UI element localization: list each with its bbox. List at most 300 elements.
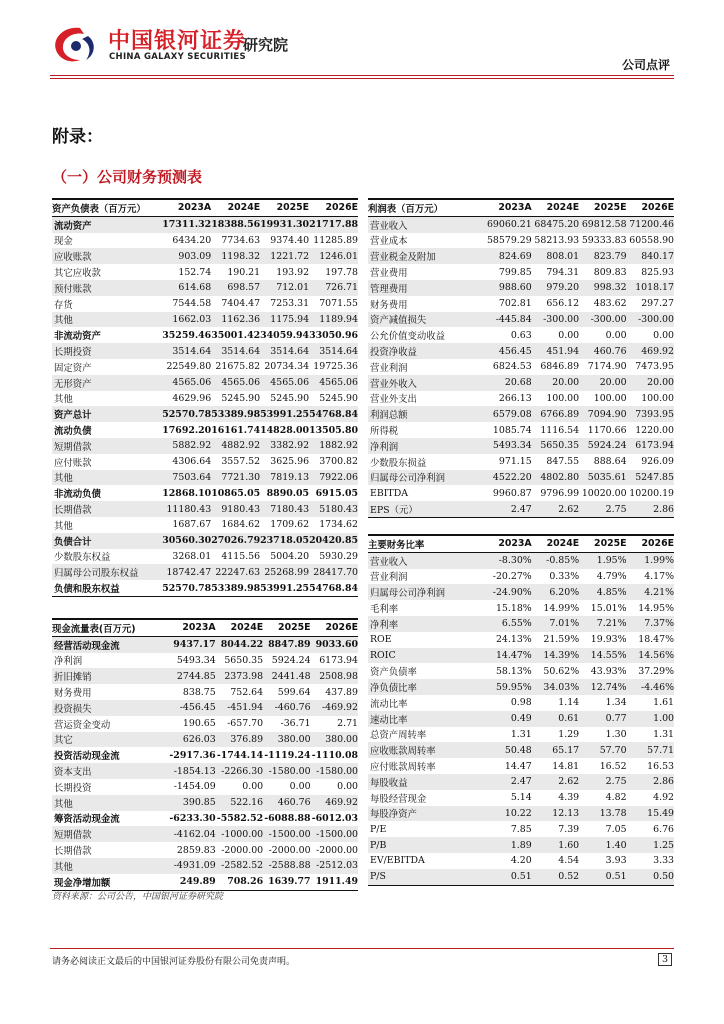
table-row xyxy=(368,280,674,296)
cell-value: 10200.19 xyxy=(629,487,674,499)
cell-value: 4565.06 xyxy=(260,375,309,391)
cell-value: 50.48 xyxy=(484,742,531,758)
financial-ratios-table xyxy=(368,534,674,886)
cell-value: 979.20 xyxy=(532,280,579,296)
cell-value: 5245.90 xyxy=(270,392,310,404)
row-label: 固定资产 xyxy=(54,362,92,374)
table-row xyxy=(368,264,674,280)
cell-value: -2000.00 xyxy=(316,844,358,856)
cell-value: 7393.95 xyxy=(627,406,674,422)
header-divider-thin xyxy=(50,78,674,79)
cell-value: 5930.29 xyxy=(319,550,358,562)
cell-value: 626.03 xyxy=(168,732,215,748)
cell-value: 971.15 xyxy=(498,456,532,468)
cell-value: 57.71 xyxy=(627,742,674,758)
cell-value: 17311.32 xyxy=(162,216,211,232)
cell-value: 5245.90 xyxy=(319,392,358,404)
cell-value: 4882.92 xyxy=(211,438,260,454)
cell-value: -1500.00 xyxy=(311,826,358,842)
cell-value: 30560.30 xyxy=(162,533,211,549)
cell-value: 16161.74 xyxy=(211,424,261,436)
cell-value: 15.01% xyxy=(590,602,627,614)
cell-value: 14.99% xyxy=(543,602,580,614)
cell-value: 34059.94 xyxy=(260,329,310,341)
cell-value: 0.51 xyxy=(484,869,531,885)
cell-value: 4.82 xyxy=(605,792,627,804)
table-row xyxy=(52,564,358,580)
cell-value: 6173.94 xyxy=(319,654,358,666)
table-row xyxy=(368,742,674,758)
table-row xyxy=(52,264,358,280)
row-label: 长期投资 xyxy=(52,343,162,359)
cell-value: 1687.67 xyxy=(172,519,212,531)
table-row xyxy=(368,312,674,328)
table-row xyxy=(368,470,674,486)
cell-value: 12868.10 xyxy=(162,487,212,499)
year-header: 2026E xyxy=(311,619,358,636)
cell-value: 3514.64 xyxy=(211,343,260,359)
cell-value: 7094.90 xyxy=(579,406,626,422)
cell-value: 100.00 xyxy=(641,392,674,404)
cell-value: 16.53 xyxy=(647,760,674,772)
table-row xyxy=(52,312,358,328)
year-header: 2023A xyxy=(162,199,211,216)
cell-value: 3625.96 xyxy=(270,456,310,468)
table-row xyxy=(52,842,358,858)
cell-value: -1000.00 xyxy=(216,826,263,842)
cell-value: 4.39 xyxy=(558,792,580,804)
table-title: 资产负债表（百万元） xyxy=(52,199,162,216)
row-label: 管理费用 xyxy=(368,280,484,296)
row-label: 每股收益 xyxy=(368,774,484,790)
row-label: 经营活动现金流 xyxy=(52,636,168,652)
table-row xyxy=(368,758,674,774)
cell-value: 53991.25 xyxy=(260,406,309,422)
row-label: 其他 xyxy=(54,520,73,532)
cell-value: 1.00 xyxy=(627,711,674,727)
cell-value: 52570.78 xyxy=(162,406,211,422)
table-row xyxy=(368,552,674,568)
cell-value: 460.76 xyxy=(263,795,310,811)
cell-value: 7.01% xyxy=(532,616,579,632)
row-label: 非流动负债 xyxy=(54,489,101,501)
row-label: EV/EBITDA xyxy=(370,855,425,867)
cell-value: 9180.43 xyxy=(211,501,260,517)
year-header: 2025E xyxy=(579,535,626,552)
institute-name: 研究院 xyxy=(243,36,289,54)
cell-value: 69812.58 xyxy=(579,216,626,232)
cell-value: 297.27 xyxy=(641,298,674,310)
table-header-row xyxy=(52,619,358,636)
row-label: 现金净增加额 xyxy=(52,874,168,890)
cell-value: 71200.46 xyxy=(627,216,674,232)
cell-value: 13505.80 xyxy=(309,424,358,436)
cell-value: 10865.05 xyxy=(211,487,261,499)
row-label: 资产负债率 xyxy=(370,667,417,679)
table-row xyxy=(368,648,674,664)
page-number: 3 xyxy=(658,953,672,966)
cell-value: 4565.06 xyxy=(162,375,211,391)
cell-value: 58213.93 xyxy=(534,234,580,246)
cell-value: 18.47% xyxy=(638,634,674,646)
table-row xyxy=(52,501,358,517)
table-row xyxy=(368,600,674,616)
cell-value: 3382.92 xyxy=(260,438,309,454)
table-row xyxy=(52,391,358,407)
table-row xyxy=(52,874,358,890)
table-row xyxy=(368,790,674,806)
cell-value: -1110.08 xyxy=(311,749,358,761)
row-label: ROE xyxy=(370,634,392,646)
cell-value: 9437.17 xyxy=(168,636,215,652)
cell-value: 0.98 xyxy=(510,697,532,709)
table-row xyxy=(52,747,358,763)
table-row xyxy=(52,826,358,842)
cell-value: 2.62 xyxy=(532,774,579,790)
cell-value: 7721.30 xyxy=(211,470,260,486)
cell-value: 825.93 xyxy=(641,266,674,278)
table-row xyxy=(368,327,674,343)
cell-value: 10020.00 xyxy=(581,487,627,499)
row-label: 应收账款 xyxy=(52,248,162,264)
cell-value: 59.95% xyxy=(484,679,531,695)
table-row xyxy=(368,296,674,312)
cell-value: 1684.62 xyxy=(221,519,261,531)
cell-value: 799.85 xyxy=(498,266,532,278)
cell-value: 1.30 xyxy=(605,728,627,740)
cell-value: 1.99% xyxy=(627,552,674,568)
cell-value: 12.74% xyxy=(579,679,626,695)
data-source-note: 资料来源：公司公告，中国银河证券研究院 xyxy=(52,892,224,902)
cell-value: 3.33 xyxy=(653,855,674,867)
row-label: 财务费用 xyxy=(54,688,92,700)
row-label: 短期借款 xyxy=(52,826,168,842)
cell-value: 7071.55 xyxy=(319,298,358,310)
row-label: 投资净收益 xyxy=(368,343,484,359)
cell-value: 4802.80 xyxy=(532,470,579,486)
cell-value: 5650.35 xyxy=(532,438,579,454)
cell-value: 1085.74 xyxy=(492,424,532,436)
cell-value: 3268.01 xyxy=(172,550,212,562)
cell-value: 847.55 xyxy=(546,456,580,468)
cell-value: 0.00 xyxy=(289,781,311,793)
cell-value: 1882.92 xyxy=(309,438,358,454)
row-label: 营业收入 xyxy=(368,216,484,232)
cell-value: 1.31 xyxy=(653,728,674,740)
cell-value: 21717.88 xyxy=(309,216,358,232)
cell-value: 4115.56 xyxy=(221,550,261,562)
row-label: 总资产周转率 xyxy=(370,730,427,742)
cell-value: 1220.00 xyxy=(635,424,674,436)
row-label: 每股经营现金 xyxy=(370,793,427,805)
cell-value: 1.89 xyxy=(484,837,531,853)
cell-value: 7473.95 xyxy=(635,361,674,373)
cell-value: 4.54 xyxy=(558,855,580,867)
cell-value: -1854.13 xyxy=(168,763,215,779)
table-header-row xyxy=(368,535,674,552)
cell-value: 712.01 xyxy=(260,280,309,296)
cell-value: 19.93% xyxy=(590,634,627,646)
cell-value: 0.77 xyxy=(579,711,626,727)
row-label: 营业税金及附加 xyxy=(368,248,484,264)
cell-value: 1162.36 xyxy=(211,312,260,328)
cell-value: 6173.94 xyxy=(627,438,674,454)
cell-value: 19931.30 xyxy=(260,216,309,232)
cell-value: 0.00 xyxy=(558,329,580,341)
cell-value: 34.03% xyxy=(532,679,579,695)
row-label: 流动比率 xyxy=(370,698,408,710)
year-header: 2025E xyxy=(263,619,310,636)
table-row xyxy=(368,454,674,470)
cell-value: 5180.43 xyxy=(309,501,358,517)
row-label: 净利润 xyxy=(54,656,83,668)
row-label: 营业成本 xyxy=(370,236,408,248)
table-row xyxy=(368,727,674,743)
table-title: 主要财务比率 xyxy=(368,535,484,552)
cell-value: 100.00 xyxy=(546,392,580,404)
year-header: 2026E xyxy=(627,199,674,216)
cell-value: 1.60 xyxy=(532,837,579,853)
row-label: 营业利润 xyxy=(370,572,408,584)
cell-value: 69060.21 xyxy=(484,216,531,232)
galaxy-logo-icon xyxy=(50,24,100,66)
row-label: 利润总额 xyxy=(368,406,484,422)
cell-value: 14828.00 xyxy=(260,424,310,436)
table-row xyxy=(52,653,358,669)
row-label: 长期借款 xyxy=(52,501,162,517)
section-title: （一）公司财务预测表 xyxy=(52,168,203,186)
cell-value: 10.22 xyxy=(484,806,531,822)
row-label: 净利率 xyxy=(368,616,484,632)
cell-value: -24.90% xyxy=(484,584,531,600)
table-row xyxy=(368,216,674,232)
cell-value: 0.61 xyxy=(532,711,579,727)
cell-value: 21675.82 xyxy=(215,361,261,373)
table-row xyxy=(368,711,674,727)
row-label: EPS（元） xyxy=(368,501,484,517)
cell-value: 22247.63 xyxy=(211,564,260,580)
cell-value: 4.21% xyxy=(627,584,674,600)
cell-value: 1734.62 xyxy=(319,519,358,531)
cell-value: 5924.24 xyxy=(579,438,626,454)
row-label: 其他 xyxy=(52,312,162,328)
cell-value: 1170.66 xyxy=(587,424,627,436)
cell-value: 5035.61 xyxy=(579,470,626,486)
table-row xyxy=(52,779,358,795)
cell-value: -469.92 xyxy=(311,700,358,716)
row-label: 所得税 xyxy=(370,426,399,438)
table-title: 利润表（百万元） xyxy=(368,199,484,216)
cell-value: 2859.83 xyxy=(176,844,216,856)
year-header: 2026E xyxy=(309,199,358,216)
cell-value: 24.13% xyxy=(495,634,532,646)
row-label: 投资损失 xyxy=(52,700,168,716)
cell-value: 59333.83 xyxy=(581,234,627,246)
table-row xyxy=(52,327,358,343)
cell-value: 752.64 xyxy=(230,686,264,698)
cell-value: 54768.84 xyxy=(309,406,358,422)
cell-value: 3.93 xyxy=(605,855,627,867)
table-row xyxy=(368,663,674,679)
row-label: 负债和股东权益 xyxy=(52,580,162,596)
row-label: 折旧摊销 xyxy=(52,668,168,684)
cell-value: 9796.99 xyxy=(540,487,580,499)
cell-value: 20734.34 xyxy=(264,361,310,373)
cell-value: 4.79% xyxy=(596,570,627,582)
cell-value: 100.00 xyxy=(593,392,627,404)
cell-value: 6915.05 xyxy=(315,487,358,499)
cell-value: 20.00 xyxy=(579,375,626,391)
header-divider xyxy=(50,75,674,76)
cell-value: 37.29% xyxy=(638,665,674,677)
cell-value: 483.62 xyxy=(593,298,627,310)
row-label: 财务费用 xyxy=(370,299,408,311)
cell-value: 190.65 xyxy=(182,718,216,730)
cell-value: 1189.94 xyxy=(309,312,358,328)
cell-value: 1221.72 xyxy=(260,248,309,264)
cell-value: 7922.06 xyxy=(309,470,358,486)
cell-value: 14.39% xyxy=(532,648,579,664)
row-label: 公允价值变动收益 xyxy=(370,331,446,343)
table-row xyxy=(368,501,674,517)
table-header-row xyxy=(52,199,358,216)
table-title: 现金流量表(百万元) xyxy=(52,619,168,636)
cell-value: 380.00 xyxy=(263,732,310,748)
cell-value: -2266.30 xyxy=(216,763,263,779)
cell-value: -1500.00 xyxy=(263,826,310,842)
table-row xyxy=(368,422,674,438)
cell-value: -2588.88 xyxy=(263,858,310,874)
cell-value: 7404.47 xyxy=(221,298,261,310)
cell-value: 903.09 xyxy=(162,248,211,264)
row-label: 筹资活动现金流 xyxy=(54,814,120,826)
cell-value: 0.00 xyxy=(242,781,264,793)
cell-value: 838.75 xyxy=(182,686,216,698)
table-row xyxy=(52,438,358,454)
cell-value: 4.85% xyxy=(579,584,626,600)
cell-value: 1.25 xyxy=(627,837,674,853)
row-label: 负债合计 xyxy=(52,533,162,549)
table-row xyxy=(52,732,358,748)
cell-value: 2.86 xyxy=(627,501,674,517)
table-row xyxy=(368,406,674,422)
cell-value: 50.62% xyxy=(543,665,580,677)
cell-value: 1246.01 xyxy=(309,248,358,264)
cell-value: 53389.98 xyxy=(211,406,260,422)
cell-value: 5247.85 xyxy=(627,470,674,486)
cell-value: 4306.64 xyxy=(172,456,212,468)
footer-disclaimer: 请务必阅读正文最后的中国银河证券股份有限公司免责声明。 xyxy=(52,957,296,967)
table-row xyxy=(52,580,358,596)
cell-value: -300.00 xyxy=(579,312,626,328)
table-row xyxy=(52,811,358,827)
table-row xyxy=(368,233,674,249)
cell-value: 808.01 xyxy=(532,248,579,264)
cell-value: 726.71 xyxy=(309,280,358,296)
table-row xyxy=(368,248,674,264)
row-label: 其他 xyxy=(52,795,168,811)
cell-value: 12.13 xyxy=(532,806,579,822)
cell-value: -460.76 xyxy=(263,700,310,716)
cell-value: -2000.00 xyxy=(221,844,264,856)
cell-value: 437.89 xyxy=(325,686,358,698)
cell-value: 60558.90 xyxy=(629,234,674,246)
cell-value: 8044.22 xyxy=(216,636,263,652)
cell-value: 614.68 xyxy=(162,280,211,296)
row-label: 归属母公司净利润 xyxy=(368,584,484,600)
cell-value: 58.13% xyxy=(495,665,532,677)
cell-value: 1198.32 xyxy=(211,248,260,264)
cell-value: -36.71 xyxy=(280,718,311,730)
table-row xyxy=(368,343,674,359)
cell-value: 53389.98 xyxy=(211,580,260,596)
cell-value: 21.59% xyxy=(543,634,580,646)
cell-value: 380.00 xyxy=(311,732,358,748)
report-type: 公司点评 xyxy=(621,58,670,72)
cell-value: 8847.89 xyxy=(263,636,310,652)
cell-value: 7180.43 xyxy=(260,501,309,517)
cell-value: 19725.36 xyxy=(313,361,358,373)
cell-value: 702.81 xyxy=(498,298,532,310)
row-label: 每股净资产 xyxy=(368,806,484,822)
cell-value: 1.29 xyxy=(558,728,580,740)
balance-sheet-table xyxy=(52,198,358,597)
cell-value: -20.27% xyxy=(492,570,532,582)
cell-value: 0.33% xyxy=(549,570,580,582)
row-label: 营业费用 xyxy=(370,268,408,280)
row-label: P/S xyxy=(368,869,484,885)
company-name-en: CHINA GALAXY SECURITIES xyxy=(109,52,246,62)
row-label: 营业利润 xyxy=(370,362,408,374)
row-label: 归属母公司股东权益 xyxy=(52,564,162,580)
cell-value: 5245.90 xyxy=(221,392,261,404)
cell-value: -300.00 xyxy=(627,312,674,328)
cell-value: 888.64 xyxy=(593,456,627,468)
cell-value: 7.39 xyxy=(558,823,580,835)
cell-value: 7174.90 xyxy=(587,361,627,373)
table-row xyxy=(368,375,674,391)
cell-value: -1580.00 xyxy=(263,763,310,779)
row-label: ROIC xyxy=(368,648,484,664)
cell-value: -2917.36 xyxy=(169,749,216,761)
row-label: 资产减值损失 xyxy=(368,312,484,328)
table-row xyxy=(368,695,674,711)
cell-value: 6846.89 xyxy=(540,361,580,373)
cell-value: -6012.03 xyxy=(311,812,358,824)
table-row xyxy=(52,716,358,732)
cell-value: 57.70 xyxy=(579,742,626,758)
cell-value: 2.47 xyxy=(484,774,531,790)
cell-value: 4565.06 xyxy=(309,375,358,391)
row-label: 无形资产 xyxy=(52,375,162,391)
cell-value: 11180.43 xyxy=(162,501,211,517)
cell-value: 52570.78 xyxy=(162,580,211,596)
row-label: 少数股东权益 xyxy=(54,552,111,564)
cell-value: 0.00 xyxy=(337,781,358,793)
appendix-title: 附录： xyxy=(52,127,103,147)
cell-value: -4931.09 xyxy=(168,858,215,874)
cell-value: -6233.30 xyxy=(169,812,216,824)
cell-value: 14.81 xyxy=(552,760,580,772)
year-header: 2023A xyxy=(484,199,531,216)
cell-value: 2373.98 xyxy=(216,668,263,684)
cell-value: 0.63 xyxy=(510,329,532,341)
cell-value: 14.95% xyxy=(638,602,674,614)
table-row xyxy=(368,853,674,869)
cell-value: 1.34 xyxy=(605,697,627,709)
table-row xyxy=(52,216,358,232)
cell-value: -657.70 xyxy=(227,718,264,730)
